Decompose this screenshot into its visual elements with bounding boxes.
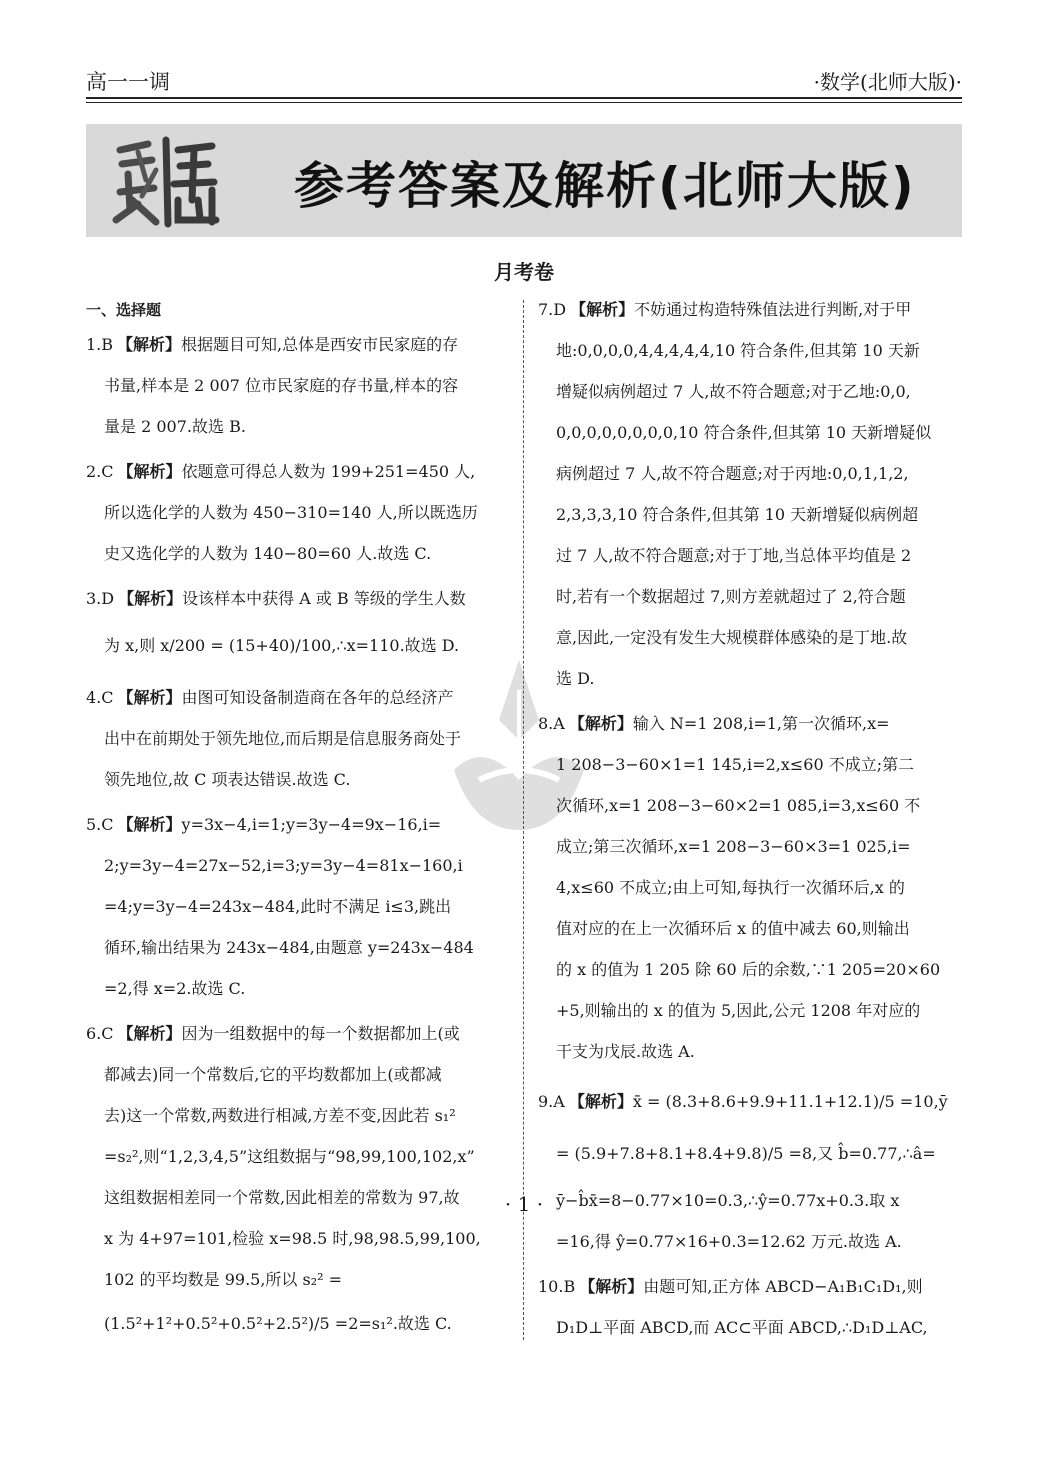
- header-subject: ·数学(北师大版)·: [813, 70, 962, 94]
- answer-number: 6.C: [86, 1024, 114, 1043]
- answer-item-2: [86, 451, 510, 574]
- answer-line: =s₂²,则“1,2,3,4,5”这组数据与“98,99,100,102,x”: [104, 1147, 475, 1166]
- analysis-tag: 【解析】: [117, 335, 182, 354]
- answer-line: 循环,输出结果为 243x−484,由题意 y=243x−484: [104, 938, 474, 957]
- answer-line: 这组数据相差同一个常数,因此相差的常数为 97,故: [104, 1188, 460, 1207]
- analysis-tag: 【解析】: [568, 1092, 633, 1111]
- answer-line: =16,得 ŷ=0.77×16+0.3=12.62 万元.故选 A.: [556, 1232, 902, 1251]
- column-divider: [523, 300, 524, 1340]
- header-rule-thick: [86, 97, 962, 99]
- analysis-tag: 【解析】: [118, 589, 183, 608]
- answer-item-5: [86, 804, 510, 1009]
- answer-line: D₁D⊥平面 ABCD,而 AC⊂平面 ABCD,∴D₁D⊥AC,: [556, 1318, 928, 1337]
- answer-number: 4.C: [86, 688, 114, 707]
- answer-line: 领先地位,故 C 项表达错误.故选 C.: [104, 770, 351, 789]
- answer-line: ȳ−b̂x̄=8−0.77×10=0.3,∴ŷ=0.77x+0.3.取 x: [556, 1191, 900, 1210]
- answer-number: 8.A: [538, 714, 565, 733]
- answer-line: 值对应的在上一次循环后 x 的值中减去 60,则输出: [556, 919, 910, 938]
- answer-line: 为 x,则 x/200 = (15+40)/100,∴x=110.故选 D.: [104, 636, 460, 655]
- answer-line: 病例超过 7 人,故不符合题意;对于丙地:0,0,1,1,2,: [556, 464, 909, 483]
- answer-line: 次循环,x=1 208−3−60×2=1 085,i=3,x≤60 不: [556, 796, 921, 815]
- answer-number: 10.B: [538, 1277, 576, 1296]
- answer-item-10: [538, 1266, 964, 1348]
- answer-line: 地:0,0,0,0,4,4,4,4,4,10 符合条件,但其第 10 天新: [556, 341, 920, 360]
- answer-item-1: [86, 324, 510, 447]
- header-rule-thin: [86, 102, 962, 103]
- answer-line: x 为 4+97=101,检验 x=98.5 时,98,98.5,99,100,: [104, 1229, 481, 1248]
- answer-line: 增疑似病例超过 7 人,故不符合题意;对于乙地:0,0,: [556, 382, 911, 401]
- answer-line: 所以选化学的人数为 450−310=140 人,所以既选历: [104, 503, 478, 522]
- answer-item-3: [86, 578, 510, 673]
- seal-logo-icon: [108, 130, 226, 232]
- answer-line: 2,3,3,3,10 符合条件,但其第 10 天新增疑似病例超: [556, 505, 919, 524]
- answer-line: 4,x≤60 不成立;由上可知,每执行一次循环后,x 的: [556, 878, 905, 897]
- answer-line: =4;y=3y−4=243x−484,此时不满足 i≤3,跳出: [104, 897, 452, 916]
- answer-item-4: [86, 677, 510, 800]
- analysis-tag: 【解析】: [579, 1277, 644, 1296]
- analysis-tag: 【解析】: [117, 688, 182, 707]
- answer-line: 书量,样本是 2 007 位市民家庭的存书量,样本的容: [104, 376, 459, 395]
- page-header: [86, 62, 962, 96]
- answer-line: 输入 N=1 208,i=1,第一次循环,x=: [632, 714, 890, 733]
- answer-line: 出中在前期处于领先地位,而后期是信息服务商处于: [104, 729, 462, 748]
- answer-line: 干支为戊辰.故选 A.: [556, 1042, 695, 1061]
- answer-line: 都减去)同一个常数后,它的平均数都加上(或都减: [104, 1065, 442, 1084]
- analysis-tag: 【解析】: [117, 462, 182, 481]
- answer-line: 史又选化学的人数为 140−80=60 人.故选 C.: [104, 544, 432, 563]
- analysis-tag: 【解析】: [570, 300, 635, 319]
- answer-line: 根据题目可知,总体是西安市民家庭的存: [181, 335, 459, 354]
- answer-line: 2;y=3y−4=27x−52,i=3;y=3y−4=81x−160,i: [104, 856, 463, 875]
- answer-number: 5.C: [86, 815, 114, 834]
- page-number: · 1 ·: [504, 1192, 544, 1216]
- answer-line: = (5.9+7.8+8.1+8.4+9.8)/5 =8,又 b̂=0.77,∴â=: [556, 1144, 936, 1163]
- answer-line: 时,若有一个数据超过 7,则方差就超过了 2,符合题: [556, 587, 906, 606]
- answer-line: 1 208−3−60×1=1 145,i=2,x≤60 不成立;第二: [556, 755, 915, 774]
- answer-line: 102 的平均数是 99.5,所以 s₂² =: [104, 1270, 343, 1289]
- answer-item-7: [538, 296, 964, 699]
- analysis-tag: 【解析】: [568, 714, 633, 733]
- answer-line: 设该样本中获得 A 或 B 等级的学生人数: [182, 589, 466, 608]
- banner-title: 参考答案及解析(北师大版): [294, 157, 916, 215]
- answer-number: 9.A: [538, 1092, 565, 1111]
- answer-item-8: [538, 703, 964, 1072]
- answer-line: +5,则输出的 x 的值为 5,因此,公元 1208 年对应的: [556, 1001, 921, 1020]
- answer-line: (1.5²+1²+0.5²+0.5²+2.5²)/5 =2=s₁².故选 C.: [104, 1314, 452, 1333]
- answer-line: 由题可知,正方体 ABCD−A₁B₁C₁D₁,则: [643, 1277, 923, 1296]
- title-banner: [86, 124, 962, 237]
- answer-number: 3.D: [86, 589, 115, 608]
- analysis-tag: 【解析】: [117, 1024, 182, 1043]
- answer-line: 因为一组数据中的每一个数据都加上(或: [181, 1024, 460, 1043]
- answer-line: 意,因此,一定没有发生大规模群体感染的是丁地.故: [556, 628, 908, 647]
- answer-line: x̄ = (8.3+8.6+9.9+11.1+12.1)/5 =10,ȳ: [632, 1092, 948, 1111]
- answer-line: 成立;第三次循环,x=1 208−3−60×3=1 025,i=: [556, 837, 911, 856]
- header-exam-name: 高一一调: [86, 70, 170, 94]
- answer-line: =2,得 x=2.故选 C.: [104, 979, 246, 998]
- answer-number: 1.B: [86, 335, 114, 354]
- answer-line: 去)这一个常数,两数进行相减,方差不变,因此若 s₁²: [104, 1106, 456, 1125]
- answer-line: 的 x 的值为 1 205 除 60 后的余数,∵1 205=20×60: [556, 960, 941, 979]
- answer-line: 不妨通过构造特殊值法进行判断,对于甲: [634, 300, 912, 319]
- section-label-choice: 一、选择题: [86, 301, 162, 319]
- answer-number: 2.C: [86, 462, 114, 481]
- answer-line: 过 7 人,故不符合题意;对于丁地,当总体平均值是 2: [556, 546, 912, 565]
- answer-line: 量是 2 007.故选 B.: [104, 417, 246, 436]
- analysis-tag: 【解析】: [117, 815, 182, 834]
- section-title: 月考卷: [494, 260, 554, 284]
- answer-line: 依题意可得总人数为 199+251=450 人,: [181, 462, 476, 481]
- answer-line: 0,0,0,0,0,0,0,0,10 符合条件,但其第 10 天新增疑似: [556, 423, 932, 442]
- answer-item-6: [86, 1013, 510, 1348]
- answer-item-9: [538, 1076, 964, 1262]
- answer-line: y=3x−4,i=1;y=3y−4=9x−16,i=: [181, 815, 442, 834]
- answer-line: 选 D.: [556, 669, 595, 688]
- answer-line: 由图可知设备制造商在各年的总经济产: [181, 688, 454, 707]
- answer-number: 7.D: [538, 300, 567, 319]
